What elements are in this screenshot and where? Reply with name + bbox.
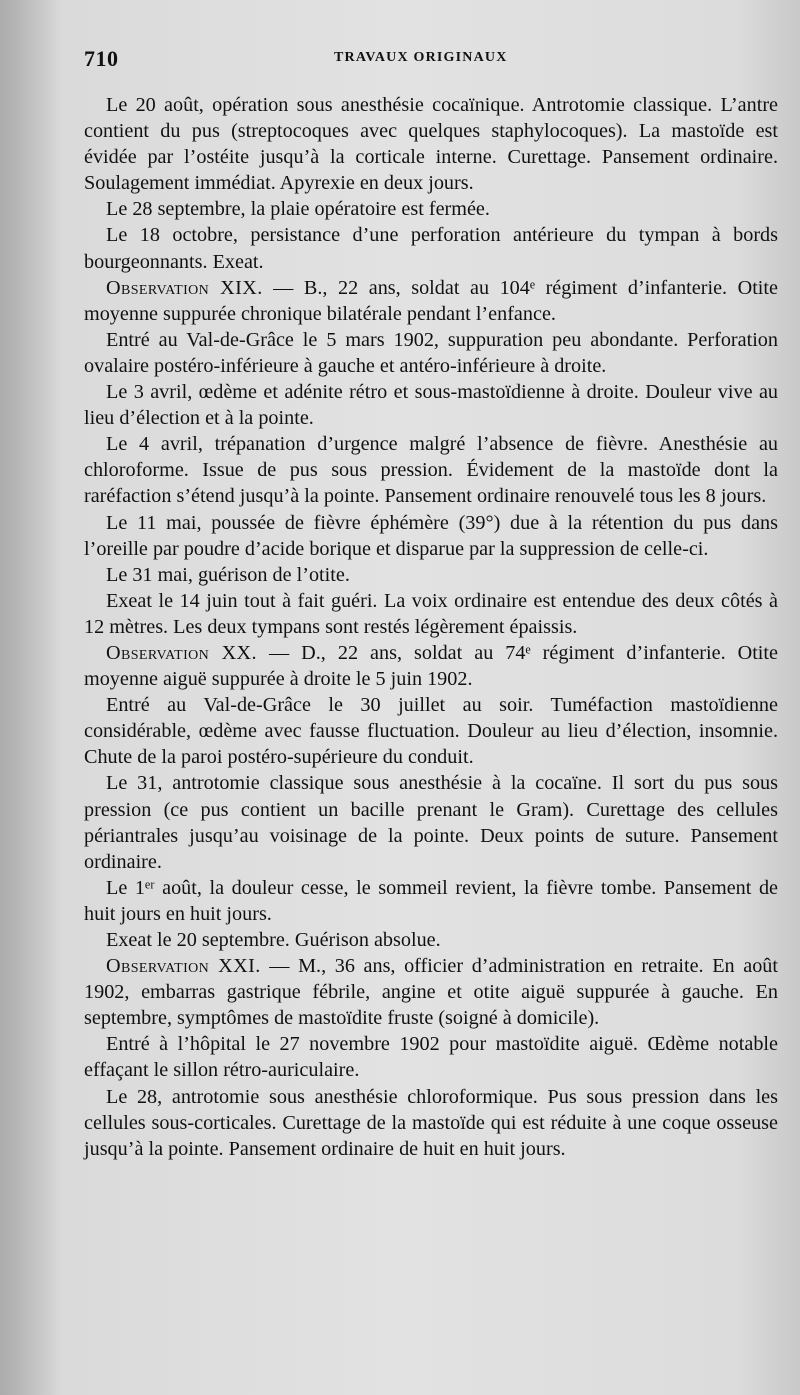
observation-label: Observation XX. — [106, 641, 257, 664]
paragraph — [84, 431, 778, 509]
paragraph — [84, 275, 778, 327]
paragraph — [84, 196, 778, 222]
paragraph — [84, 875, 778, 927]
paragraph — [84, 1084, 778, 1162]
paragraph-text: Le 1ᵉʳ août, la douleur cesse, le sommeil revient, la fièvre tombe. Pansement de huit jours en huit jours. — [84, 876, 778, 925]
paragraph-text: Le 11 mai, poussée de fièvre éphémère (39°) due à la rétention du pus dans l’oreille par poudre d’acide borique et disparue par la suppression de celle-ci. — [84, 511, 778, 560]
paragraph-text: — D., 22 ans, soldat au 74ᵉ régiment d’infanterie. Otite moyenne aiguë suppurée à droite le 5 juin 1902. — [84, 641, 778, 691]
observation-label: Observation XXI. — [106, 955, 261, 978]
paragraph — [84, 927, 778, 953]
body-text — [84, 92, 778, 1162]
paragraph-text: Entré à l’hôpital le 27 novembre 1902 pour mastoïdite aiguë. Œdème notable effaçant le sillon rétro-auriculaire. — [84, 1033, 778, 1082]
paragraph — [84, 953, 778, 1031]
running-head: TRAVAUX ORIGINAUX — [334, 50, 508, 65]
paragraph-text: Le 28, antrotomie sous anesthésie chloroformique. Pus sous pression dans les cellules sous-corticales. Curettage de la mastoïde qui est réduite à une coque osseuse jusqu’à la pointe. Pansement ordinaire de huit en huit jours. — [84, 1085, 778, 1160]
observation-label: Observation XIX. — [106, 276, 263, 299]
paragraph — [84, 640, 778, 692]
page-number: 710 — [84, 46, 119, 71]
paragraph-text: Le 18 octobre, persistance d’une perforation antérieure du tympan à bords bourgeonnants. Exeat. — [84, 224, 778, 273]
paragraph-text: Entré au Val-de-Grâce le 30 juillet au soir. Tuméfaction mastoïdienne considérable, œdème avec fausse fluctuation. Douleur au lieu d’élection, insomnie. Chute de la paroi postéro-supérieure du conduit. — [84, 694, 778, 769]
paragraph-text: Le 20 août, opération sous anesthésie cocaïnique. Antrotomie classique. L’antre contient du pus (streptocoques avec quelques staphylocoques). La mastoïde est évidée par l’ostéite jusqu’à la corticale interne. Curettage. Pansement ordinaire. Soulagement immédiat. Apyrexie en deux jours. — [84, 94, 778, 195]
paragraph-text: Le 31, antrotomie classique sous anesthésie à la cocaïne. Il sort du pus sous pression (ce pus contient un bacille prenant le Gram). Curettage des cellules périantrales jusqu’au voisinage de la pointe. Deux points de suture. Pansement ordinaire. — [84, 772, 778, 873]
paragraph — [84, 92, 778, 196]
paragraph-text: Entré au Val-de-Grâce le 5 mars 1902, suppuration peu abondante. Perforation ovalaire postéro-inférieure à gauche et antéro-inférieure à droite. — [84, 328, 778, 377]
paragraph-text: Le 3 avril, œdème et adénite rétro et sous-mastoïdienne à droite. Douleur vive au lieu d’élection et à la pointe. — [84, 381, 778, 430]
paragraph-text: Exeat le 14 juin tout à fait guéri. La voix ordinaire est entendue des deux côtés à 12 mètres. Les deux tympans sont restés légèrement épaissis. — [84, 589, 778, 638]
paragraph — [84, 562, 778, 588]
paragraph — [84, 770, 778, 874]
paragraph-text: Le 4 avril, trépanation d’urgence malgré l’absence de fièvre. Anesthésie au chloroforme. Issue de pus sous pression. Évidement de la mastoïde dont la raréfaction s’étend jusqu’à la pointe. Pansement ordinaire renouvelé tous les 8 jours. — [84, 433, 778, 508]
paragraph-text: Exeat le 20 septembre. Guérison absolue. — [106, 929, 441, 951]
paragraph — [84, 510, 778, 562]
paragraph — [84, 327, 778, 379]
paragraph — [84, 588, 778, 640]
paragraph — [84, 222, 778, 274]
paragraph — [84, 692, 778, 770]
page-header — [84, 38, 778, 82]
paragraph-text: — M., 36 ans, officier d’administration en retraite. En août 1902, embarras gastrique fébrile, angine et otite aiguë suppurée à gauche. En septembre, symptômes de mastoïdite fruste (soigné à domicile). — [84, 955, 778, 1030]
paragraph-text: Le 31 mai, guérison de l’otite. — [106, 563, 350, 586]
paragraph — [84, 379, 778, 431]
paragraph-text: Le 28 septembre, la plaie opératoire est fermée. — [106, 198, 490, 221]
paragraph — [84, 1031, 778, 1083]
paragraph-text: — B., 22 ans, soldat au 104ᵉ régiment d’infanterie. Otite moyenne suppurée chronique bilatérale pendant l’enfance. — [84, 276, 778, 325]
